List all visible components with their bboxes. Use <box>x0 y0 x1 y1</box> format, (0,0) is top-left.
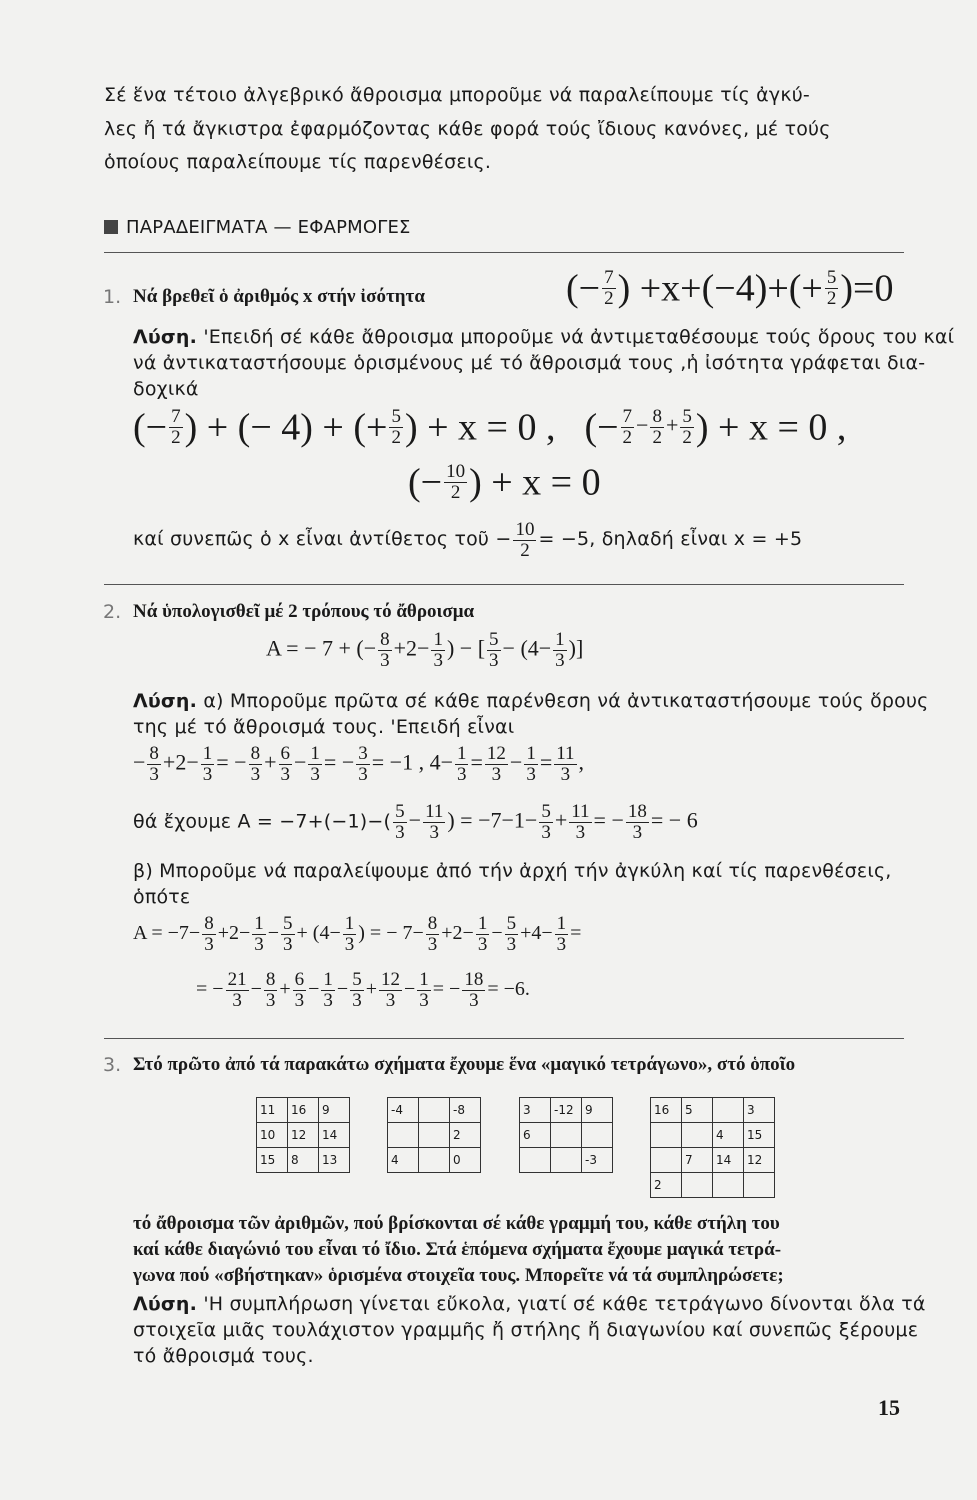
fraction: $\frac{5}{3}$ <box>489 629 499 671</box>
solution-text: α) Μποροῦμε πρῶτα σέ κάθε παρένθεση νά ἀντικαταστήσουμε τούς ὅρους <box>203 690 929 712</box>
divider <box>104 1038 904 1039</box>
page-number: 15 <box>878 1395 900 1420</box>
section-title <box>104 217 411 238</box>
example-1-conclusion: καί συνεπῶς ὁ x εἶναι ἀντίθετος τοῦ − $\frac{10}{2}$ = −5, δηλαδή εἶναι x = +5 <box>133 519 803 561</box>
intro-line-1: Σέ ἕνα τέτοιο ἀλγεβρικό ἄθροισμα μποροῦμε νά παραλείπουμε τίς ἀγκύ- <box>104 84 810 106</box>
example-1-step-2: (− $\frac{10}{2}$ ) + x = 0 <box>408 461 601 504</box>
example-2-prompt: Νά ὑπολογισθεῖ μέ 2 τρόπους τό ἄθροισμα <box>133 601 475 622</box>
eq-part: (− <box>566 267 601 310</box>
example-2-calc-4: = − $\frac{21}{3}$ − $\frac{8}{3}$ + $\frac{6}{3}$ − $\frac{1}{3}$ − $\frac{5}{3}$ + $\frac{12}{3}$ − $\frac{1}{3}$ = − $\frac{18}{3}$ = −6. <box>196 969 530 1011</box>
example-3-solution-line-2: στοιχεῖα μιᾶς τουλάχιστον γραμμῆς ἤ στήλης ἤ διαγωνίου καί συνεπῶς ξέρουμε <box>133 1319 919 1341</box>
fraction: $\frac{5}{2}$ <box>826 267 837 309</box>
example-2-solution-b-line-1: β) Μποροῦμε νά παραλείψουμε ἀπό τήν ἀρχή τήν ἀγκύλη καί τίς παρενθέσεις, <box>133 860 892 882</box>
example-3-solution-line-1 <box>133 1293 926 1315</box>
divider <box>104 252 904 253</box>
example-3-prompt: Στό πρῶτο ἀπό τά παρακάτω σχήματα ἔχουμε ἕνα «μαγικό τετράγωνο», στό ὁποῖο <box>133 1054 796 1075</box>
example-2-calc-2: θά ἔχουμε A = −7+(−1)−( $\frac{5}{3}$ − $\frac{11}{3}$ ) = −7−1− $\frac{5}{3}$ + $\frac{11}{3}$ = − $\frac{18}{3}$ = − 6 <box>133 801 698 843</box>
eq-part: ) +x+(−4)+(+ <box>617 267 823 310</box>
example-2-number: 2. <box>103 601 122 623</box>
fraction: $\frac{7}{2}$ <box>171 406 181 448</box>
solution-label: Λύση. <box>133 690 198 712</box>
example-1-solution-line-1 <box>133 326 954 348</box>
example-3-solution-line-3: τό ἄθροισμά τους. <box>133 1345 314 1367</box>
intro-line-2: λες ἤ τά ἄγκιστρα ἐφαρμόζοντας κάθε φορά τούς ἴδιους κανόνες, μέ τούς <box>104 118 831 140</box>
fraction: $\frac{10}{2}$ <box>446 461 466 503</box>
example-1-equation <box>566 268 893 309</box>
example-2-solution-a-line-2: της μέ τό ἄθροισμά τους. 'Επειδή εἶναι <box>133 716 515 738</box>
example-2-calc-3: A = −7− $\frac{8}{3}$ +2− $\frac{1}{3}$ − $\frac{5}{3}$ + (4− $\frac{1}{3}$ ) = − 7− $\frac{8}{3}$ +2− $\frac{1}{3}$ − $\frac{5}{3}$ +4− $\frac{1}{3}$ = <box>133 913 582 955</box>
fraction: $\frac{8}{2}$ <box>652 406 662 448</box>
section-title-text: ΠΑΡΑΔΕΙΓΜΑΤΑ — ΕΦΑΡΜΟΓΕΣ <box>126 217 411 238</box>
example-1-number: 1. <box>103 286 122 308</box>
divider <box>104 584 904 585</box>
intro-line-3: ὁποίους παραλείπουμε τίς παρενθέσεις. <box>104 151 492 173</box>
fraction: $\frac{10}{2}$ <box>515 519 535 561</box>
eq-part: )=0 <box>840 267 894 310</box>
example-3-text-line-3: γωνα πού «σβήστηκαν» ὁρισμένα στοιχεῖα τους. Μπορεῖτε νά τά συμπληρώσετε; <box>133 1265 784 1286</box>
example-1-solution-line-3: δοχικά <box>133 378 199 400</box>
section-square-icon <box>104 220 118 234</box>
fraction: $\frac{5}{2}$ <box>391 406 401 448</box>
example-1-prompt: Νά βρεθεῖ ὁ ἀριθμός x στήν ἰσότητα <box>133 286 425 307</box>
example-1-step-1: (− $\frac{7}{2}$ ) + (− 4) + (+ $\frac{5}{2}$ ) + x = 0 , (− $\frac{7}{2}$ − $\frac{8}{2}$ + $\frac{5}{2}$ ) + x = 0 , <box>133 406 847 449</box>
magic-square-1: 11 16 9 10 12 14 15 8 13 <box>256 1097 350 1173</box>
example-3-text-line-2: καί κάθε διαγώνιό του εἶναι τό ἴδιο. Στά ἑπόμενα σχήματα ἔχουμε μαγικά τετρά- <box>133 1239 782 1260</box>
fraction: $\frac{8}{3}$ <box>380 629 390 671</box>
magic-square-2: -4 -8 2 4 0 <box>387 1097 481 1173</box>
fraction: $\frac{1}{3}$ <box>555 629 565 671</box>
solution-text: 'Επειδή σέ κάθε ἄθροισμα μποροῦμε νά ἀντιμεταθέσουμε τούς ὅρους του καί <box>203 326 955 348</box>
fraction: $\frac{7}{2}$ <box>622 406 633 448</box>
magic-square-4: 16 5 3 4 15 7 14 12 2 <box>650 1097 775 1198</box>
example-2-calc-1: − $\frac{8}{3}$ +2− $\frac{1}{3}$ = − $\frac{8}{3}$ + $\frac{6}{3}$ − $\frac{1}{3}$ = − $\frac{3}{3}$ = −1 , 4− $\frac{1}{3}$ = $\frac{12}{3}$ − $\frac{1}{3}$ = $\frac{11}{3}$ , <box>133 743 585 785</box>
example-1-solution-line-2: νά ἀντικαταστήσουμε ὁρισμένους μέ τό ἄθροισμά τους ,ἡ ἰσότητα γράφεται δια- <box>133 352 926 374</box>
example-3-number: 3. <box>103 1054 122 1076</box>
fraction: $\frac{5}{2}$ <box>682 406 692 448</box>
example-3-text-line-1: τό ἄθροισμα τῶν ἀριθμῶν, πού βρίσκονται σέ κάθε γραμμή του, κάθε στήλη του <box>133 1213 780 1234</box>
example-2-solution-b-line-2: ὁπότε <box>133 886 191 908</box>
example-2-solution-a-line-1 <box>133 690 929 712</box>
solution-label: Λύση. <box>133 1293 198 1315</box>
fraction: $\frac{1}{3}$ <box>433 629 443 671</box>
magic-square-3: 3 -12 9 6 -3 <box>519 1097 613 1173</box>
example-2-expression: A = − 7 + (− $\frac{8}{3}$ +2− $\frac{1}{3}$ ) − [ $\frac{5}{3}$ − (4− $\frac{1}{3}$ )] <box>266 629 584 671</box>
fraction: $\frac{7}{2}$ <box>604 267 614 309</box>
solution-text: 'Η συμπλήρωση γίνεται εὔκολα, γιατί σέ κάθε τετράγωνο δίνονται ὅλα τά <box>203 1293 926 1315</box>
solution-label: Λύση. <box>133 326 198 348</box>
